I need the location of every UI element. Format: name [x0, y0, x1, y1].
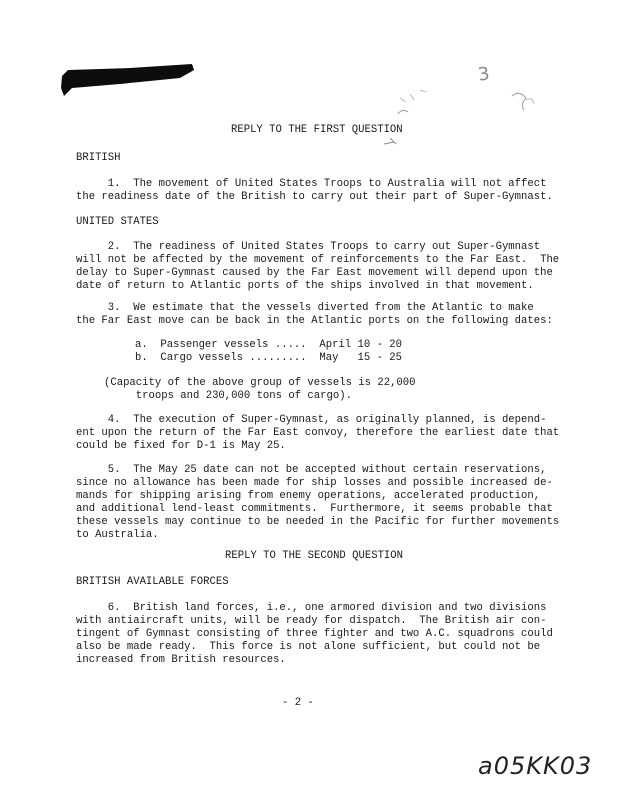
para-1-line-1: 1. The movement of United States Troops to Australia will not affect [76, 178, 547, 190]
para-6-line-4: also be made ready. This force is not alone sufficient, but could not be [76, 641, 541, 653]
list-item-a: a. Passenger vessels ..... April 10 - 20 [135, 339, 403, 351]
capacity-line-2: troops and 230,000 tons of cargo). [104, 390, 352, 402]
para-2-line-1: 2. The readiness of United States Troops to carry out Super-Gymnast [76, 241, 541, 253]
para-5-line-5: these vessels may continue to be needed in the Pacific for further movements [76, 516, 560, 528]
para-2-line-3: delay to Super-Gymnast caused by the Far East movement will depend upon the [76, 267, 553, 279]
para-2-line-4: date of return to Atlantic ports of the ships involved in that movement. [76, 280, 534, 292]
corner-mark: 3 [476, 63, 491, 86]
para-5-line-1: 5. The May 25 date can not be accepted without certain reservations, [76, 464, 547, 476]
para-6-line-1: 6. British land forces, i.e., one armored division and two divisions [76, 602, 547, 614]
section-british-available-forces: BRITISH AVAILABLE FORCES [76, 576, 229, 588]
heading-first-question: REPLY TO THE FIRST QUESTION [231, 124, 403, 136]
section-british: BRITISH [76, 152, 121, 164]
para-4-line-3: could be fixed for D-1 is May 25. [76, 440, 286, 452]
para-6-line-5: increased from British resources. [76, 654, 286, 666]
handwritten-code: a05KK03 [478, 752, 593, 780]
para-6-line-3: tingent of Gymnast consisting of three fighter and two A.C. squadrons could [76, 628, 553, 640]
page-number: - 2 - [282, 697, 314, 709]
para-3-line-2: the Far East move can be back in the Atlantic ports on the following dates: [76, 315, 553, 327]
para-5-line-4: and additional lend-least commitments. Furthermore, it seems probable that [76, 503, 553, 515]
para-5-line-2: since no allowance has been made for ship losses and possible increased de- [76, 477, 553, 489]
para-5-line-3: mands for shipping arising from enemy operations, accelerated production, [76, 490, 541, 502]
para-6-line-2: with antiaircraft units, will be ready for dispatch. The British air con- [76, 615, 547, 627]
para-4-line-2: ent upon the return of the Far East convoy, therefore the earliest date that [76, 427, 560, 439]
capacity-line-1: (Capacity of the above group of vessels is 22,000 [104, 377, 416, 389]
para-3-line-1: 3. We estimate that the vessels diverted from the Atlantic to make [76, 302, 534, 314]
section-united-states: UNITED STATES [76, 216, 159, 228]
para-4-line-1: 4. The execution of Super-Gymnast, as originally planned, is depend- [76, 414, 547, 426]
para-1-line-2: the readiness date of the British to carry out their part of Super-Gymnast. [76, 191, 553, 203]
list-item-b: b. Cargo vessels ......... May 15 - 25 [135, 352, 403, 364]
redaction-mark [60, 62, 195, 96]
heading-second-question: REPLY TO THE SECOND QUESTION [225, 550, 404, 562]
para-5-line-6: to Australia. [76, 529, 159, 541]
faint-stamp [380, 78, 550, 148]
para-2-line-2: will not be affected by the movement of reinforcements to the Far East. The [76, 254, 560, 266]
